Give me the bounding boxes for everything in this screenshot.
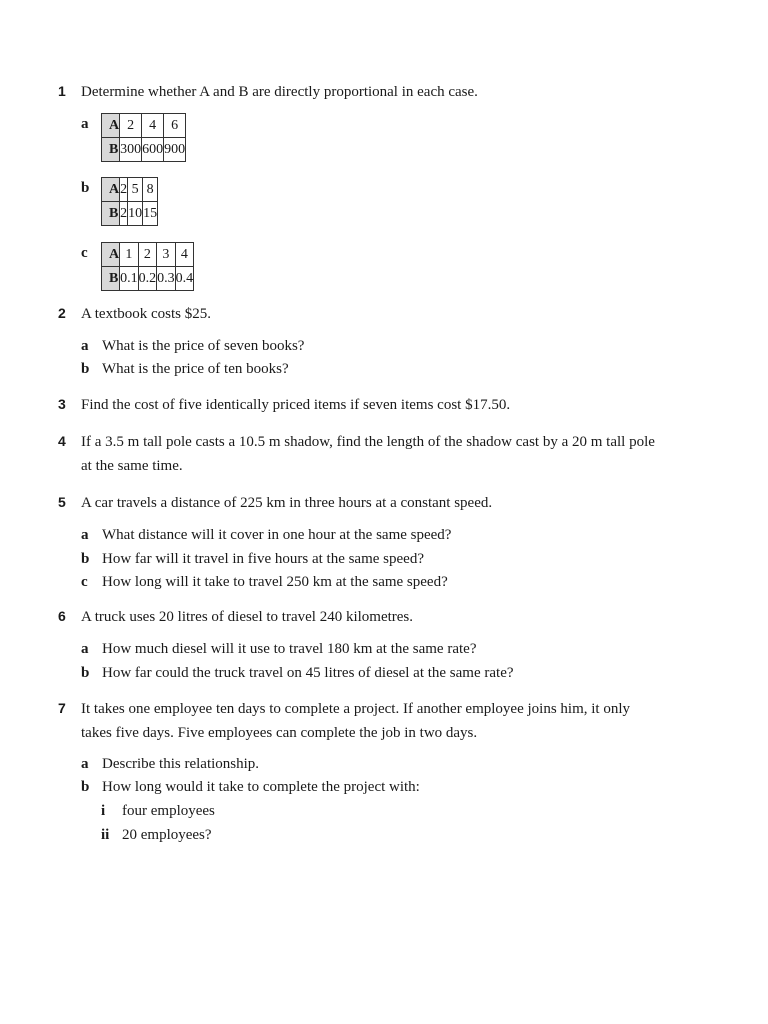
part-label: b	[81, 180, 90, 196]
part-label: a	[81, 641, 89, 657]
table-cell: 2	[120, 178, 128, 202]
part-text: Describe this relationship.	[102, 756, 260, 772]
subpart-text: 20 employees?	[122, 827, 212, 843]
part-label: c	[81, 245, 88, 261]
table-cell: 6	[164, 114, 186, 138]
part-text: What is the price of ten books?	[102, 361, 289, 377]
table-cell: 10	[128, 202, 143, 226]
proportion-table	[101, 177, 158, 226]
row-header-b: B	[102, 267, 120, 291]
part-text: How far could the truck travel on 45 litres of diesel at the same rate?	[102, 665, 514, 681]
row-header-b: B	[102, 202, 120, 226]
row-header-b: B	[102, 138, 120, 162]
table-cell: 0.1	[120, 267, 139, 291]
question-text: Determine whether A and B are directly proportional in each case.	[81, 84, 478, 100]
question-number: 3	[58, 396, 66, 412]
table-cell: 1	[120, 243, 139, 267]
part-label: a	[81, 756, 89, 772]
question-number: 1	[58, 83, 66, 99]
row-header-a: A	[102, 178, 120, 202]
table-cell: 0.4	[175, 267, 194, 291]
table-cell: 5	[128, 178, 143, 202]
table-cell: 600	[142, 138, 164, 162]
table-cell: 4	[142, 114, 164, 138]
question-number: 4	[58, 433, 66, 449]
part-label: b	[81, 779, 90, 795]
part-label: c	[81, 574, 88, 590]
table-cell: 2	[120, 202, 128, 226]
question-text: Find the cost of five identically priced items if seven items cost $17.50.	[81, 397, 511, 413]
table-cell: 8	[143, 178, 158, 202]
subpart-label: ii	[101, 827, 110, 843]
part-text: How long will it take to travel 250 km at the same speed?	[102, 574, 448, 590]
question-text: A textbook costs $25.	[81, 306, 211, 322]
subpart-text: four employees	[122, 803, 215, 819]
table-cell: 2	[138, 243, 157, 267]
question-text-line-1: If a 3.5 m tall pole casts a 10.5 m shadow, find the length of the shadow cast by a 20 m tall pole	[81, 434, 655, 450]
table-cell: 3	[157, 243, 176, 267]
table-cell: 300	[120, 138, 142, 162]
question-text: A car travels a distance of 225 km in three hours at a constant speed.	[81, 495, 493, 511]
question-number: 7	[58, 700, 66, 716]
proportion-table	[101, 242, 194, 291]
part-label: a	[81, 527, 89, 543]
question-text-line-1: It takes one employee ten days to complete a project. If another employee joins him, it only	[81, 701, 631, 717]
question-text: A truck uses 20 litres of diesel to travel 240 kilometres.	[81, 609, 414, 625]
subpart-label: i	[101, 803, 106, 819]
question-number: 2	[58, 305, 66, 321]
row-header-a: A	[102, 114, 120, 138]
part-label: b	[81, 551, 90, 567]
question-number: 5	[58, 494, 66, 510]
part-label: b	[81, 665, 90, 681]
part-label: b	[81, 361, 90, 377]
table-cell: 4	[175, 243, 194, 267]
part-label: a	[81, 338, 89, 354]
table-cell: 0.3	[157, 267, 176, 291]
part-text: What distance will it cover in one hour at the same speed?	[102, 527, 452, 543]
row-header-a: A	[102, 243, 120, 267]
question-text-line-2: at the same time.	[81, 458, 183, 474]
table-cell: 900	[164, 138, 186, 162]
part-text: What is the price of seven books?	[102, 338, 305, 354]
table-cell: 15	[143, 202, 158, 226]
part-label: a	[81, 116, 89, 132]
part-text: How long would it take to complete the project with:	[102, 779, 420, 795]
question-number: 6	[58, 608, 66, 624]
table-cell: 2	[120, 114, 142, 138]
part-text: How much diesel will it use to travel 180 km at the same rate?	[102, 641, 477, 657]
table-cell: 0.2	[138, 267, 157, 291]
proportion-table	[101, 113, 186, 162]
part-text: How far will it travel in five hours at the same speed?	[102, 551, 424, 567]
question-text-line-2: takes five days. Five employees can complete the job in two days.	[81, 725, 478, 741]
